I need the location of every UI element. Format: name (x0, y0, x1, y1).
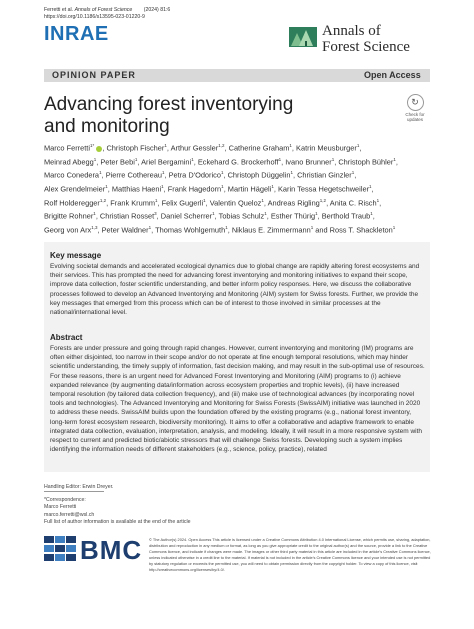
author-name[interactable]: Peter Waldner (101, 225, 149, 235)
citation-et-al: et al. (60, 7, 75, 13)
bmc-logo-text: BMC (80, 535, 143, 565)
author-name[interactable]: Eckehard G. Brockerhoff (197, 157, 279, 167)
license-text: © The Author(s) 2024. Open Access This article is licensed under a Creative Commons Attribution 4.0 International License, which permits use, sharing, adaptation, distribution and reproduction in any medium or format, as long as you give appropriate credit to the original author(s) and the source, provide a link to the Creative Commons licence, and indicate if changes were made. The images or other third party material in this article are included in the article's Creative Commons licence, unless indicated otherwise in a credit line to the material. If material is not included in the article's Creative Commons licence and your intended use is not permitted by statutory regulation or exceeds the permitted use, you will need to obtain permission directly from the copyright holder. To view a copy of this licence, visit http://creativecommons.org/licenses/by/4.0/. (149, 537, 431, 572)
citation-authors: Ferretti (44, 7, 61, 13)
article-type-label: OPINION PAPER (52, 70, 136, 80)
author-name[interactable]: Brigitte Rohner (44, 211, 94, 221)
citation-journal: Annals of Forest Science (74, 7, 133, 13)
author-name[interactable]: Karin Tessa Hegetschweiler (277, 184, 370, 194)
author-name[interactable]: Petra D'Odorico (168, 170, 221, 180)
author-name[interactable]: Frank Hagedorn (167, 184, 222, 194)
author-name[interactable]: Christian Ginzler (297, 170, 352, 180)
author-name[interactable]: Daniel Scherrer (160, 211, 213, 221)
author-name[interactable]: Pierre Cothereau (105, 170, 162, 180)
check-for-updates-button[interactable] (404, 94, 426, 124)
author-name[interactable]: Catherine Graham (228, 143, 290, 153)
orcid-icon[interactable] (96, 146, 102, 152)
author-name[interactable]: Marco Conedera (44, 170, 100, 180)
author-name[interactable]: Katrin Meusburger (296, 143, 357, 153)
author-name[interactable]: Arthur Gessler (170, 143, 219, 153)
correspondence-name: Marco Ferretti (44, 504, 77, 510)
author-name[interactable]: Peter Bebi (100, 157, 135, 167)
author-name[interactable]: Esther Thürig (270, 211, 316, 221)
journal-name-line1: Annals of (322, 23, 381, 39)
refresh-icon: ↻ (407, 94, 424, 111)
author-name[interactable]: Tobias Schulz (218, 211, 265, 221)
citation-year-volume: (2024) 81:6 (143, 7, 171, 13)
author-name[interactable]: Georg von Arx (44, 225, 92, 235)
author-name[interactable]: Meinrad Abegg (44, 157, 94, 167)
author-name[interactable]: Felix Gugerli (161, 198, 204, 208)
author-name[interactable]: Christoph Fischer (106, 143, 165, 153)
key-message-text: Evolving societal demands and accelerated ecological dynamics due to global change are rapidly altering forest ecosystems and their services. This has prompted the need for advancing forest inventorying and monitoring initiatives to expand their scope, improve data collection, foster scientific understanding, and better inform policy responses. Here, we discuss the collaborative processes followed to develop an Advanced Inventorying and Monitoring (AIM) system for Swiss forests. Further, we provide the key messages that emerged from this process which can be of interest to those involved in similar processes at the national/international level. (50, 263, 420, 317)
open-access-label: Open Access (364, 70, 421, 80)
author-name[interactable]: Ivano Brunner (285, 157, 332, 167)
bmc-logo (44, 535, 152, 565)
author-name[interactable]: Frank Krumm (110, 198, 156, 208)
abstract-heading: Abstract (50, 333, 83, 342)
correspondence-label: *Correspondence: (44, 496, 86, 503)
author-name[interactable]: Marco Ferretti (44, 143, 90, 153)
article-title-line1: Advancing forest inventorying (44, 94, 294, 115)
article-title (44, 94, 394, 138)
journal-name-line2: Forest Science (322, 39, 410, 55)
author-name[interactable]: Martin Hägeli (227, 184, 272, 194)
check-for-updates-label: Check for updates (405, 112, 425, 122)
author-name[interactable]: Berthold Traub (321, 211, 371, 221)
author-name[interactable]: Andreas Rigling (267, 198, 320, 208)
author-name[interactable]: Anita C. Risch (329, 198, 377, 208)
author-name[interactable]: Ariel Bergamini (141, 157, 192, 167)
author-name[interactable]: Alex Grendelmeier (44, 184, 106, 194)
footnote-divider (44, 491, 104, 492)
author-name[interactable]: Rolf Holderegger (44, 198, 100, 208)
author-name[interactable]: Valentin Queloz (209, 198, 262, 208)
author-name[interactable]: Christoph Bühler (338, 157, 394, 167)
author-name[interactable]: Ross T. Shackleton (329, 225, 393, 235)
author-name[interactable]: Thomas Wohlgemuth (155, 225, 226, 235)
doi-link[interactable]: https://doi.org/10.1186/s13595-023-01220-9 (44, 14, 145, 20)
author-name[interactable]: Niklaus E. Zimmermann (231, 225, 311, 235)
author-list: Marco Ferretti$^{1*}$ , Christoph Fischer$^1$, Arthur Gessler$^{1,2}$, Catherine Graham$^1$, Katrin Meusburger$^1$, Meinrad Abegg$^1$, Peter Bebi$^1$, Ariel Bergamini$^1$, Eckehard G. Brockerhoff$^1$, Ivano Brunner$^1$, Christoph Bühler$^1$, Marco Conedera$^1$, Pierre Cothereau$^1$, Petra D'Odorico$^1$, Christoph Düggelin$^1$, Christian Ginzler$^1$, Alex Grendelmeier$^1$, Matthias Haeni$^1$, Frank Hagedorn$^1$, Martin Hägeli$^1$, Karin Tessa Hegetschweiler$^1$, Rolf Holderegger$^{1,2}$, Frank Krumm$^1$, Felix Gugerli$^1$, Valentin Queloz$^1$, Andreas Rigling$^{1,2}$, Anita C. Risch$^1$, Brigitte Rohner$^1$, Christian Rosset$^3$, Daniel Scherrer$^1$, Tobias Schulz$^1$, Esther Thürig$^1$, Berthold Traub$^1$, Georg von Arx$^{1,3}$, Peter Waldner$^1$, Thomas Wohlgemuth$^1$, Niklaus E. Zimmermann$^1$ and Ross T. Shackleton$^1$ (44, 143, 398, 235)
author-name[interactable]: Christoph Düggelin (227, 170, 291, 180)
affiliation-note: Full list of author information is available at the end of the article (44, 519, 191, 525)
author-name[interactable]: Matthias Haeni (111, 184, 162, 194)
author-name[interactable]: Christian Rosset (99, 211, 155, 221)
key-message-heading: Key message (50, 251, 102, 260)
correspondence-email[interactable]: marco.ferretti@wsl.ch (44, 511, 95, 518)
journal-name (322, 23, 410, 55)
forest-emblem-icon (289, 27, 317, 47)
citation-line (44, 7, 170, 21)
abstract-text: Forests are under pressure and going through rapid changes. However, current inventorying and monitoring (IM) programs are often either disjointed, too narrow in their scope and/or do not operate at fine enough temporal resolutions, which may hinder scientific understanding, the timely supply of information, fast decision making, and may result in the sub-optimal use of resources. For these reasons, there is an urgent need for Advanced Forest Inventorying and Monitoring (AIM) programs to (i) achieve expanded relevance (by augmenting data/information across ecosystem properties and trophic levels), (ii) have increased temporal resolution (by tailored data collection frequency), and (iii) make use of technological advances (by incorporating novel tools and technologies). The Advanced Inventorying and Monitoring for Swiss Forests (SwissAIM) initiative was launched in 2020 to address these needs. SwissAIM builds upon the foundation offered by the existing programs (e.g., national forest inventory, long-term forest ecosystem research, biodiversity monitoring). It aims to offer a collaborative and adaptive framework to enable integrated data collection, evaluation, interpretation, analysis, and modeling. Ideally, it will result in a more responsive system with respect to current and predicted biotic/abiotic stressors that will challenge Swiss forests. Developing such a system implies identifying the information needs of different stakeholders (e.g., science, policy, practice), related (50, 345, 425, 454)
bmc-stripes-icon (44, 536, 76, 562)
inrae-logo: INRAE (44, 23, 109, 45)
handling-editor: Handling Editor: Erwin Dreyer. (44, 484, 114, 490)
article-title-line2: and monitoring (44, 116, 170, 137)
